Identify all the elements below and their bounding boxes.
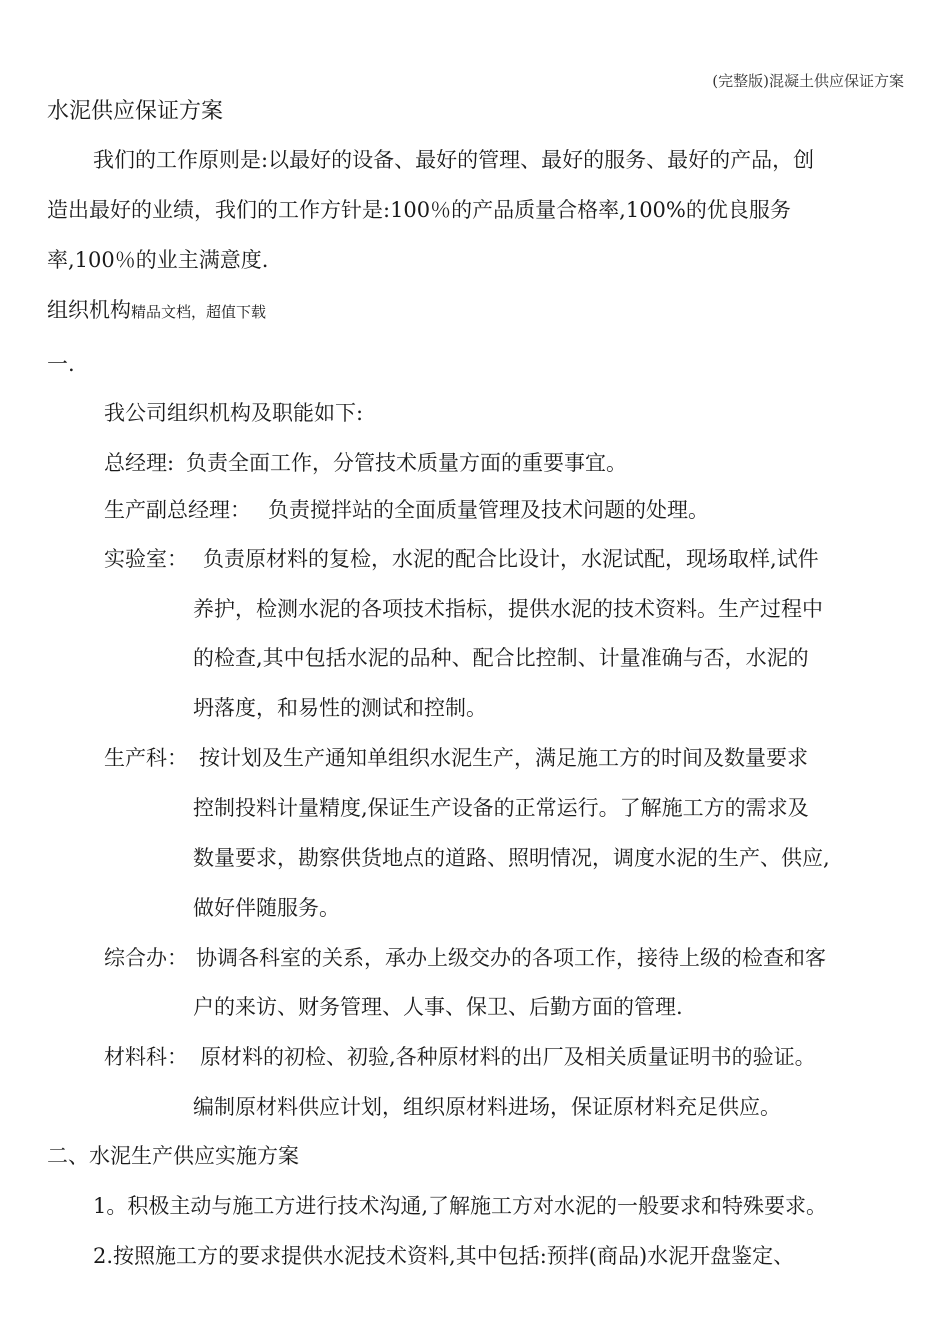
section-heading: 二、水泥生产供应实施方案: [47, 1144, 299, 1168]
document-title: 水泥供应保证方案: [47, 99, 224, 124]
role-text: 协调各科室的关系，承办上级交办的各项工作，接待上级的检查和客: [196, 946, 826, 970]
role-text: 养护，检测水泥的各项技术指标，提供水泥的技术资料。生产过程中: [193, 597, 823, 621]
role-label: 实验室：: [104, 547, 188, 571]
list-item: 1。积极主动与施工方进行技术沟通,了解施工方对水泥的一般要求和特殊要求。: [93, 1194, 828, 1218]
watermark-text: 精品文档，超值下载: [131, 303, 267, 321]
page-header: (完整版)混凝土供应保证方案: [712, 72, 904, 90]
intro-line: 我们的工作原则是:以最好的设备、最好的管理、最好的服务、最好的产品，创: [93, 148, 815, 172]
role-text: 负责原材料的复检，水泥的配合比设计，水泥试配，现场取样,试件: [203, 547, 819, 571]
role-text: 负责全面工作，分管技术质量方面的重要事宜。: [186, 451, 627, 475]
intro-line: 造出最好的业绩，我们的工作方针是:100％的产品质量合格率,100%的优良服务: [47, 198, 791, 222]
section-heading-text: 组织机构: [47, 298, 131, 322]
role-text: 数量要求，勘察供货地点的道路、照明情况，调度水泥的生产、供应,: [193, 846, 830, 870]
role-text: 原材料的初检、初验,各种原材料的出厂及相关质量证明书的验证。: [200, 1045, 816, 1069]
role-label: 生产副总经理：: [104, 498, 251, 522]
role-text: 按计划及生产通知单组织水泥生产，满足施工方的时间及数量要求: [199, 746, 808, 770]
role-label: 生产科：: [104, 746, 188, 770]
intro-line: 率,100％的业主满意度.: [47, 248, 269, 272]
role-label: 综合办：: [104, 946, 188, 970]
role-text: 编制原材料供应计划，组织原材料进场，保证原材料充足供应。: [193, 1095, 781, 1119]
role-label: 总经理:: [104, 451, 175, 475]
section-number: 一.: [47, 352, 75, 376]
role-text: 控制投料计量精度,保证生产设备的正常运行。了解施工方的需求及: [193, 796, 809, 820]
role-text: 坍落度，和易性的测试和控制。: [193, 696, 487, 720]
org-lead: 我公司组织机构及职能如下:: [104, 401, 364, 425]
role-text: 的检查,其中包括水泥的品种、配合比控制、计量准确与否，水泥的: [193, 646, 809, 670]
section-heading: [47, 297, 266, 323]
role-text: 户的来访、财务管理、人事、保卫、后勤方面的管理.: [193, 995, 683, 1019]
list-item: 2.按照施工方的要求提供水泥技术资料,其中包括:预拌(商品)水泥开盘鉴定、: [93, 1244, 795, 1268]
role-text: 负责搅拌站的全面质量管理及技术问题的处理。: [268, 498, 709, 522]
role-label: 材料科：: [104, 1045, 188, 1069]
role-text: 做好伴随服务。: [193, 896, 340, 920]
